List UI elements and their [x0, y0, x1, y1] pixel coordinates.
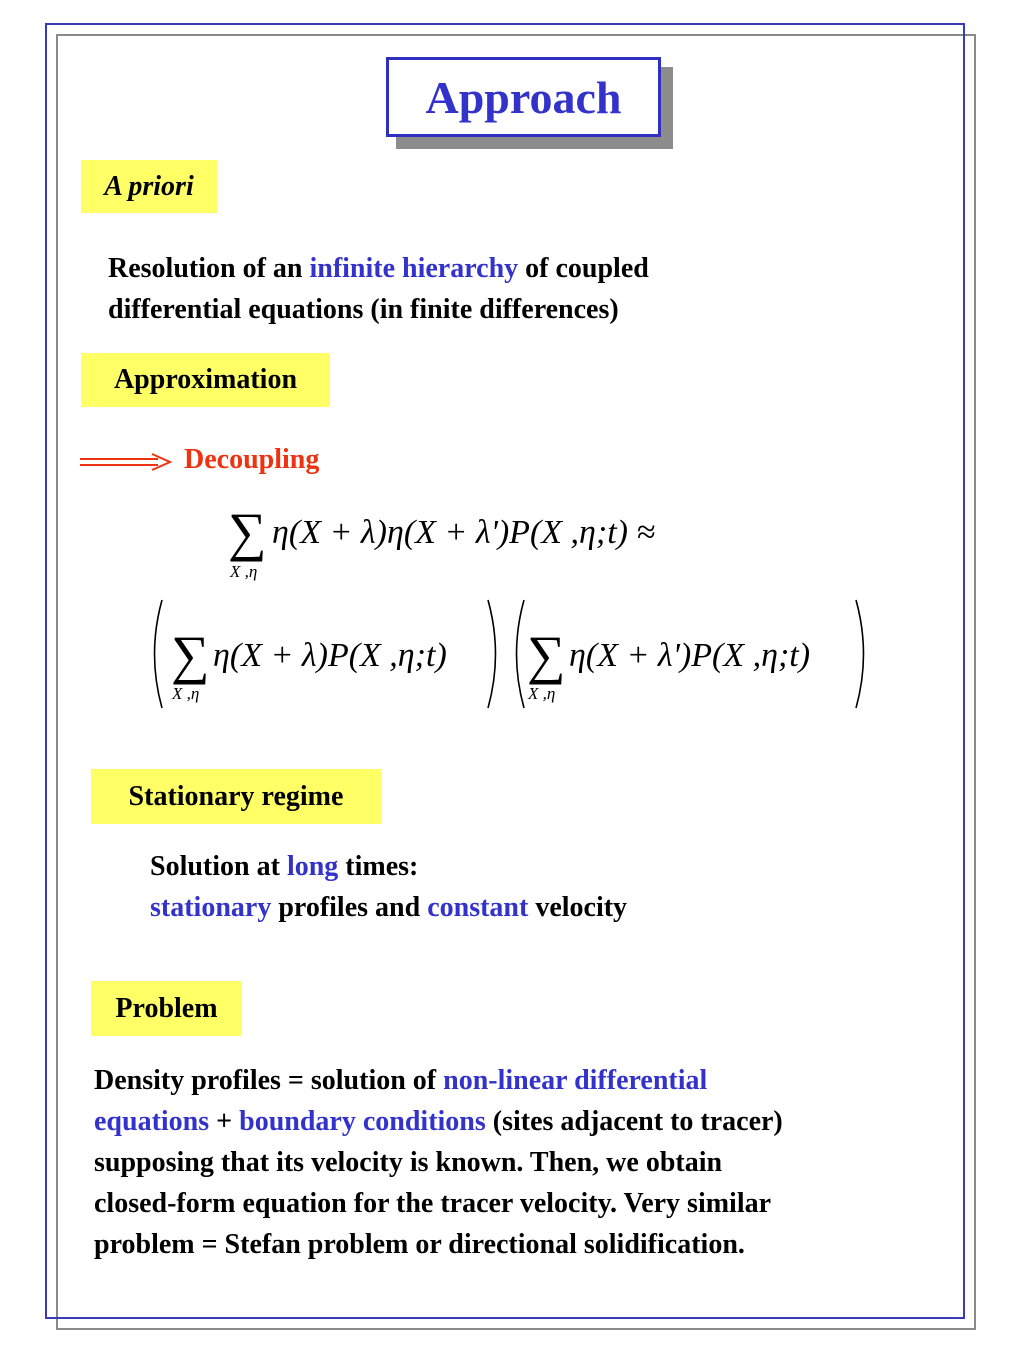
- problem-line-2: equations + boundary conditions (sites adjacent to tracer): [94, 1106, 783, 1137]
- apriori-line-1: Resolution of an infinite hierarchy of coupled: [108, 253, 649, 284]
- problem-line-5: problem = Stefan problem or directional solidification.: [94, 1229, 745, 1260]
- highlight-boundary-conditions: boundary conditions: [239, 1106, 486, 1137]
- sum-subscript-2: X ,η: [172, 684, 200, 703]
- highlight-constant: constant: [427, 892, 529, 923]
- highlight-long: long: [286, 851, 339, 882]
- highlight-stationary: stationary: [150, 892, 272, 923]
- equation-line-2: [145, 598, 875, 713]
- equation-right-term: η(X + λ')P(X ,η;t): [569, 637, 811, 674]
- stationary-text: [150, 846, 627, 928]
- decoupling-label: Decoupling: [184, 444, 320, 475]
- sum-subscript-3: X ,η: [528, 684, 556, 703]
- left-paren-close-icon: [485, 598, 505, 710]
- apriori-line-2: differential equations (in finite differences): [108, 294, 619, 325]
- tag-problem: Problem: [91, 981, 242, 1036]
- problem-text: [94, 1060, 783, 1265]
- implies-arrow-icon: [80, 453, 172, 471]
- right-paren-open-icon: [507, 598, 527, 710]
- apriori-text: [108, 248, 649, 330]
- left-paren-open-icon: [145, 598, 165, 710]
- problem-line-4: closed-form equation for the tracer velocity. Very similar: [94, 1188, 772, 1219]
- problem-line-1: Density profiles = solution of non-linear differential: [94, 1065, 708, 1096]
- stationary-line-2: stationary profiles and constant velocity: [150, 892, 628, 923]
- sum-symbol-3: ∑: [527, 625, 566, 685]
- equation-left-term: η(X + λ)P(X ,η;t): [213, 637, 447, 674]
- tag-a-priori: A priori: [81, 160, 217, 213]
- page-title: Approach: [386, 57, 661, 137]
- highlight-non-linear-differential: non-linear differential: [443, 1065, 708, 1096]
- right-paren-close-icon: [853, 598, 873, 710]
- equation-line-1: [228, 502, 768, 595]
- stationary-line-1: Solution at long times:: [150, 851, 419, 882]
- problem-line-3: supposing that its velocity is known. Then, we obtain: [94, 1147, 723, 1178]
- sum-symbol-2: ∑: [171, 625, 210, 685]
- sum-subscript-1: X ,η: [230, 562, 258, 581]
- highlight-equations: equations: [94, 1106, 210, 1137]
- tag-stationary-regime: Stationary regime: [91, 769, 381, 824]
- equation-line-1-text: η(X + λ)η(X + λ')P(X ,η;t) ≈: [272, 514, 656, 551]
- highlight-infinite-hierarchy: infinite hierarchy: [309, 253, 519, 284]
- sum-symbol-1: ∑: [228, 502, 267, 562]
- tag-approximation: Approximation: [81, 353, 330, 407]
